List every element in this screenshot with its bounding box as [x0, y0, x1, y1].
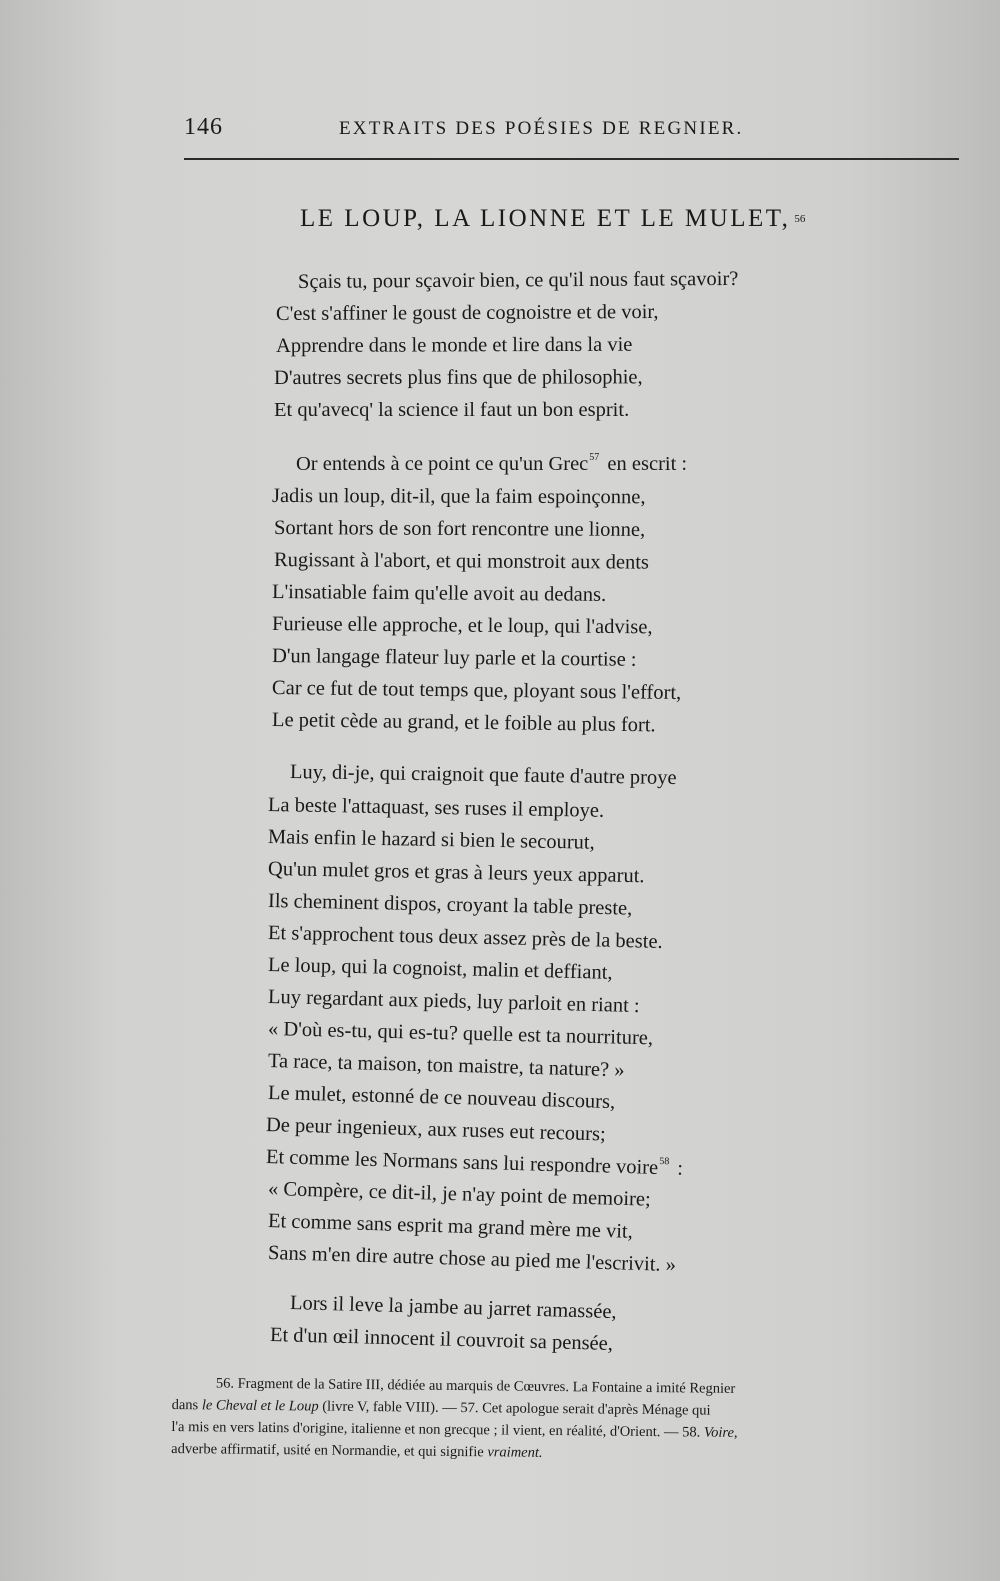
poem-title	[300, 205, 805, 233]
poem-line: Et comme sans esprit ma grand mère me vit,	[267, 1210, 634, 1243]
poem-line: L'insatiable faim qu'elle avoit au dedans.	[271, 581, 607, 606]
poem-line: Et qu'avecq' la science il faut un bon esprit.	[274, 399, 630, 421]
poem-line: Le loup, qui la cognoist, malin et deffiant,	[267, 954, 613, 984]
footnote-line: 56. Fragment de la Satire III, dédiée au marquis de Cœuvres. La Fontaine a imité Regnier	[215, 1375, 736, 1397]
footnote-italic: Voire,	[703, 1424, 738, 1441]
poem-line: Lors il leve la jambe au jarret ramassée,	[289, 1292, 617, 1324]
poem-line: Luy, di-je, qui craignoit que faute d'autre proye	[289, 761, 677, 790]
poem-line-text: en escrit :	[602, 453, 688, 475]
poem-line: Et d'un œil innocent il couvroit sa pensée,	[269, 1324, 614, 1355]
poem-line: Ta race, ta maison, ton maistre, ta nature? »	[267, 1050, 625, 1082]
footnote-text: l'a mis en vers latins d'origine, italienne et non grecque ; il vient, en réalité, d'Orient. — 58.	[171, 1418, 704, 1441]
poem-line: De peur ingenieux, aux ruses eut recours;	[265, 1114, 607, 1146]
footnote-text: adverbe affirmatif, usité en Normandie, et qui signifie	[171, 1440, 488, 1461]
footnote-ref: 58	[659, 1155, 670, 1168]
title-footnote-ref: 56	[794, 213, 806, 225]
page-number: 146	[184, 114, 223, 140]
poem-line: C'est s'affiner le goust de cognoistre et de voir,	[275, 300, 659, 325]
poem-line-text: Et comme les Normans sans lui respondre voire	[265, 1146, 659, 1179]
poem-line: Jadis un loup, dit-il, que la faim espoinçonne,	[271, 485, 646, 509]
running-head	[184, 112, 954, 148]
poem-line: Luy regardant aux pieds, luy parloit en riant :	[267, 986, 640, 1018]
footnote-text: dans	[171, 1396, 202, 1414]
running-title: EXTRAITS DES POÉSIES DE REGNIER.	[339, 118, 744, 139]
poem-line: Furieuse elle approche, et le loup, qui l'advise,	[271, 613, 653, 639]
poem-line: Car ce fut de tout temps que, ployant sous l'effort,	[271, 677, 682, 704]
footnote-italic: le Cheval et le Loup	[201, 1397, 319, 1415]
poem-line: Le mulet, estonné de ce nouveau discours,	[267, 1082, 616, 1114]
poem-line: D'autres secrets plus fins que de philosophie,	[273, 366, 643, 389]
poem-line: « Compère, ce dit-il, je n'ay point de memoire;	[267, 1178, 652, 1211]
poem-line: Sortant hors de son fort rencontre une lionne,	[273, 517, 646, 541]
poem-line: « D'où es-tu, qui es-tu? quelle est ta nourriture,	[267, 1018, 654, 1050]
poem-line: Et s'approchent tous deux assez près de la beste.	[267, 922, 663, 953]
poem-line: Apprendre dans le monde et lire dans la vie	[275, 333, 633, 357]
poem-line: Rugissant à l'abort, et qui monstroit aux dents	[273, 549, 650, 574]
poem-line: Mais enfin le hazard si bien le secourut,	[267, 826, 595, 854]
poem-line	[296, 454, 687, 475]
footnote-text: (livre V, fable VIII). — 57. Cet apologue serait d'après Ménage qui	[318, 1398, 711, 1419]
poem-line	[266, 1147, 684, 1179]
poem-line: Sçais tu, pour sçavoir bien, ce qu'il nous faut sçavoir?	[297, 267, 739, 293]
poem-line: Qu'un mulet gros et gras à leurs yeux apparut.	[267, 858, 645, 888]
footnotes	[171, 1372, 952, 1468]
footnote-italic: vraiment.	[487, 1444, 543, 1461]
poem-title-text: LE LOUP, LA LIONNE ET LE MULET,	[300, 205, 791, 232]
poem-line: Le petit cède au grand, et le foible au plus fort.	[271, 709, 656, 737]
header-rule	[184, 158, 959, 160]
poem-line-text: :	[671, 1157, 684, 1180]
poem-line: Sans m'en dire autre chose au pied me l'escrivit. »	[267, 1242, 677, 1277]
poem-line: D'un langage flateur luy parle et la courtise :	[271, 645, 637, 671]
poem-line: La beste l'attaquast, ses ruses il employe.	[267, 794, 605, 822]
footnote-ref: 57	[589, 452, 600, 463]
poem-line-text: Or entends à ce point ce qu'un Grec	[296, 453, 589, 475]
poem-line: Ils cheminent dispos, croyant la table preste,	[267, 890, 633, 920]
